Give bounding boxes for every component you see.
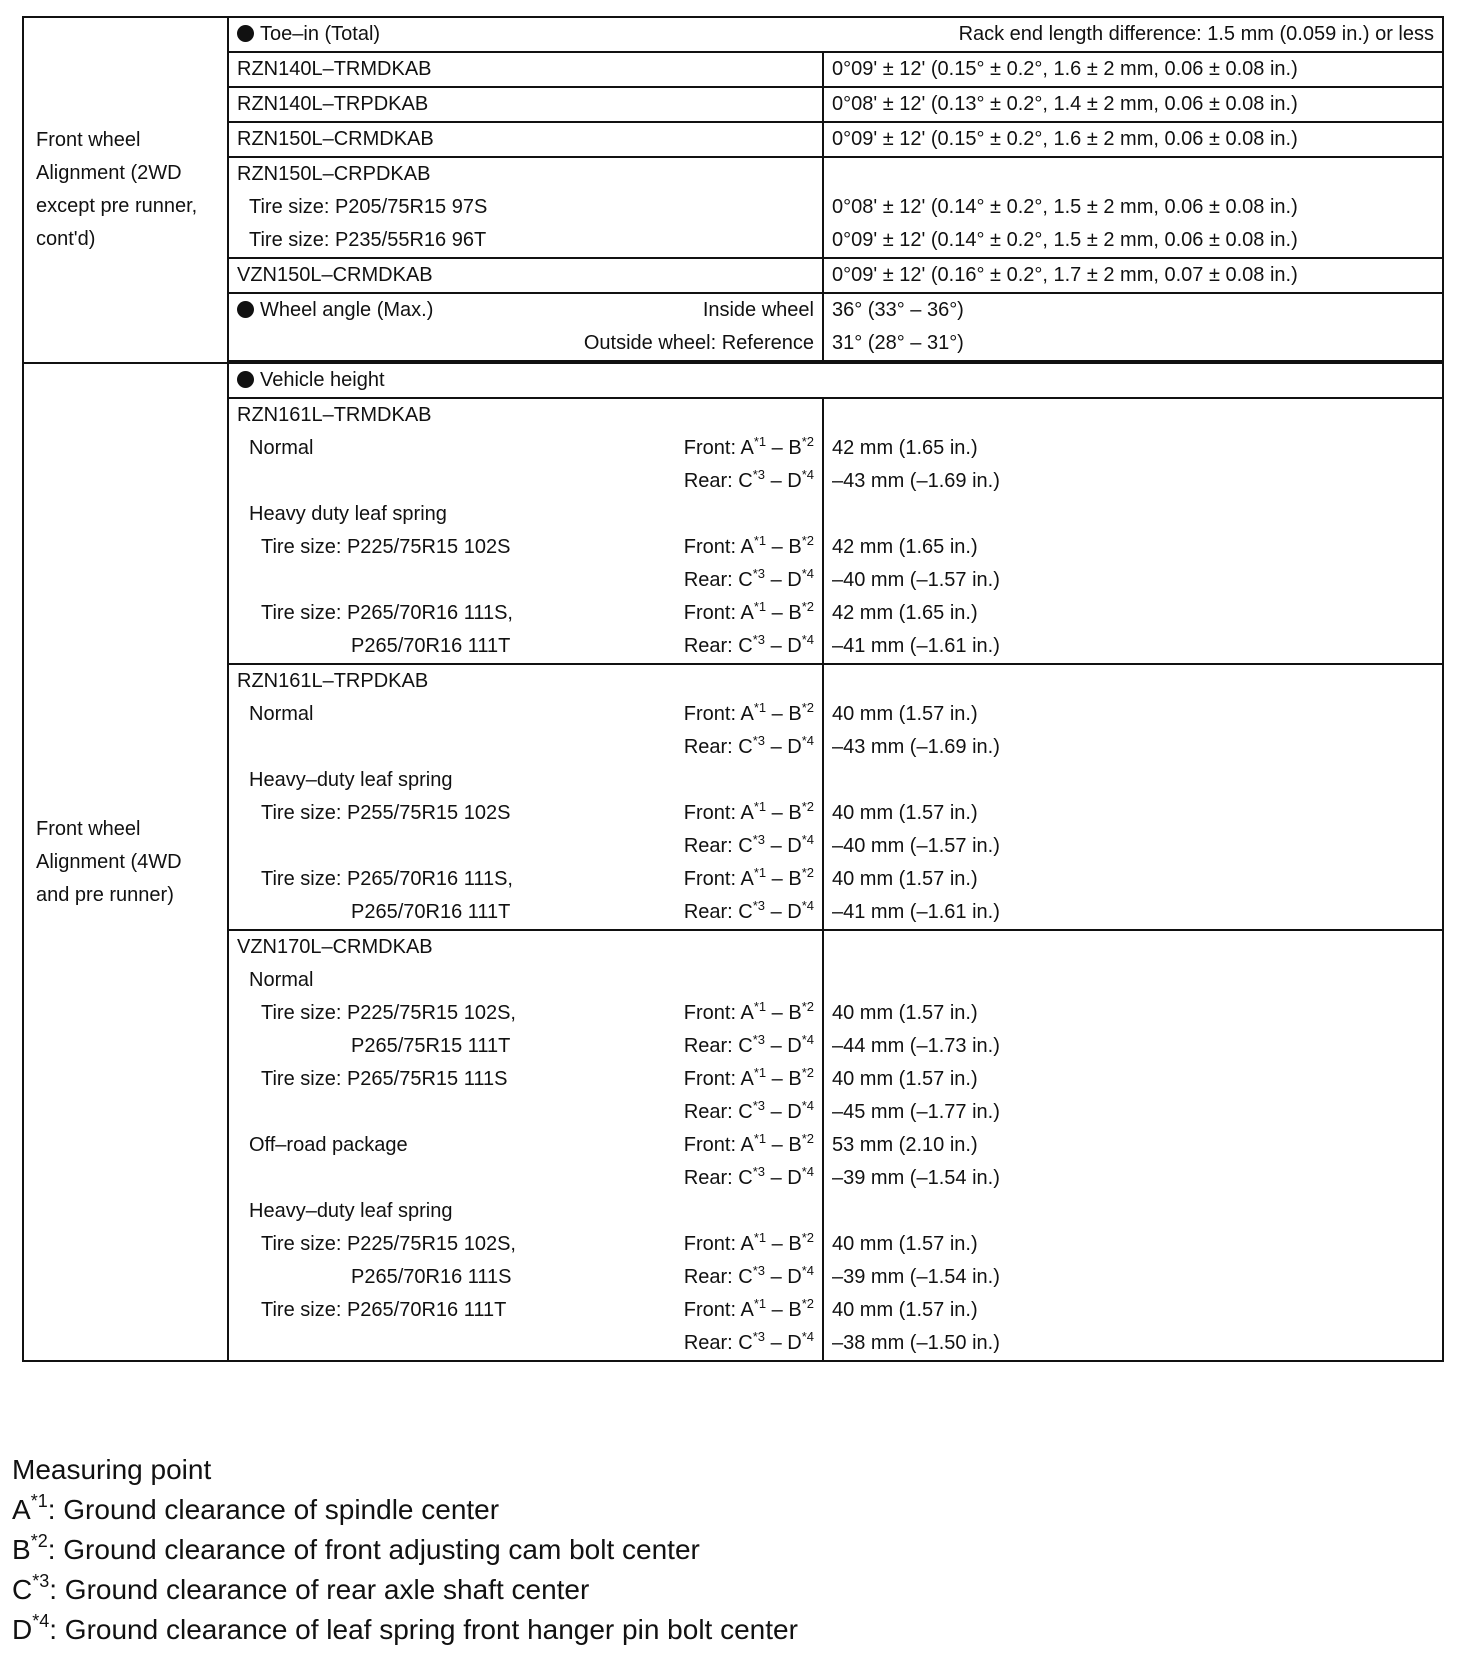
toe-in-value: 0°09' ± 12' (0.14° ± 0.2°, 1.5 ± 2 mm, 0.06 ± 0.08 in.) <box>832 229 1298 251</box>
tire-size: Tire size: P225/75R15 102S <box>261 536 511 558</box>
model-code: VZN150L–CRMDKAB <box>228 258 823 293</box>
toe-in-row <box>23 122 1443 157</box>
toe-in-row <box>23 87 1443 122</box>
height-value: 42 mm (1.65 in.) <box>832 437 978 459</box>
note-a: $A^{*1}$: Ground clearance of spindle center <box>12 1491 500 1525</box>
height-value: 40 mm (1.57 in.) <box>832 1233 978 1255</box>
height-value: –39 mm (–1.54 in.) <box>832 1266 1000 1288</box>
vehicle-height-group <box>23 398 1443 664</box>
outside-wheel-label: Outside wheel: Reference <box>583 332 814 354</box>
front-label: Front: $A^{*1} - B^{*2}$ <box>683 700 814 725</box>
front-label: Front: $A^{*1} - B^{*2}$ <box>683 799 814 824</box>
rear-label: Rear: $C^{*3} - D^{*4}$ <box>683 1263 814 1288</box>
bullet-icon <box>237 301 254 318</box>
height-value: –41 mm (–1.61 in.) <box>832 635 1000 657</box>
tire-size: P265/70R16 111T <box>351 635 511 657</box>
notes-title: Measuring point <box>12 1454 212 1485</box>
tire-size: Tire size: P235/55R16 96T <box>249 229 487 251</box>
toe-in-value: 0°08' ± 12' (0.13° ± 0.2°, 1.4 ± 2 mm, 0.06 ± 0.08 in.) <box>823 87 1443 122</box>
tire-size: P265/75R15 111T <box>351 1035 511 1057</box>
tire-size: Tire size: P205/75R15 97S <box>249 196 488 218</box>
rear-label: Rear: $C^{*3} - D^{*4}$ <box>683 832 814 857</box>
inside-wheel-value: 36° (33° – 36°) <box>832 299 964 321</box>
toe-in-value: 0°09' ± 12' (0.15° ± 0.2°, 1.6 ± 2 mm, 0.06 ± 0.08 in.) <box>823 52 1443 87</box>
vehicle-height-group <box>23 664 1443 930</box>
bullet-icon <box>237 371 254 388</box>
note-b: $B^{*2}$: Ground clearance of front adjusting cam bolt center <box>12 1531 700 1565</box>
outside-wheel-value: 31° (28° – 31°) <box>832 332 964 354</box>
toe-in-row <box>23 258 1443 293</box>
vehicle-height-title: Vehicle height <box>260 369 385 391</box>
front-label: Front: $A^{*1} - B^{*2}$ <box>683 865 814 890</box>
height-value: 40 mm (1.57 in.) <box>832 1002 978 1024</box>
tire-size: P265/70R16 111S <box>351 1266 512 1288</box>
tire-size: Tire size: P225/75R15 102S, <box>261 1233 516 1255</box>
rear-label: Rear: $C^{*3} - D^{*4}$ <box>683 467 814 492</box>
tire-size: P265/70R16 111T <box>351 901 511 923</box>
variant-label: Off–road package <box>249 1134 408 1156</box>
toe-in-value: 0°09' ± 12' (0.15° ± 0.2°, 1.6 ± 2 mm, 0.06 ± 0.08 in.) <box>823 122 1443 157</box>
tire-size: Tire size: P265/70R16 111T <box>261 1299 507 1321</box>
model-code: RZN140L–TRMDKAB <box>228 52 823 87</box>
section-2wd-label: Front wheel Alignment (2WD except pre runner, cont'd) <box>23 17 228 363</box>
toe-in-title: Toe–in (Total) <box>260 23 381 45</box>
rear-label: Rear: $C^{*3} - D^{*4}$ <box>683 566 814 591</box>
measuring-point-notes <box>12 1450 798 1650</box>
tire-size: Tire size: P255/75R15 102S <box>261 802 511 824</box>
variant-label: Normal <box>249 703 314 725</box>
height-value: –38 mm (–1.50 in.) <box>832 1332 1000 1354</box>
tire-size: Tire size: P265/70R16 111S, <box>261 602 513 624</box>
height-value: –44 mm (–1.73 in.) <box>832 1035 1000 1057</box>
height-value: 42 mm (1.65 in.) <box>832 536 978 558</box>
rear-label: Rear: $C^{*3} - D^{*4}$ <box>683 733 814 758</box>
toe-in-row <box>23 157 1443 258</box>
model-code: VZN170L–CRMDKAB <box>237 936 433 958</box>
tire-size: Tire size: P225/75R15 102S, <box>261 1002 516 1024</box>
front-label: Front: $A^{*1} - B^{*2}$ <box>683 434 814 459</box>
wheel-angle-row <box>23 293 1443 361</box>
height-value: –43 mm (–1.69 in.) <box>832 736 1000 758</box>
section-4wd-label: Front wheel Alignment (4WD and pre runner) <box>23 363 228 1361</box>
rear-label: Rear: $C^{*3} - D^{*4}$ <box>683 1329 814 1354</box>
front-label: Front: $A^{*1} - B^{*2}$ <box>683 1230 814 1255</box>
rear-label: Rear: $C^{*3} - D^{*4}$ <box>683 1164 814 1189</box>
height-value: 42 mm (1.65 in.) <box>832 602 978 624</box>
height-value: –40 mm (–1.57 in.) <box>832 835 1000 857</box>
height-value: –40 mm (–1.57 in.) <box>832 569 1000 591</box>
rear-label: Rear: $C^{*3} - D^{*4}$ <box>683 898 814 923</box>
toe-in-value: 0°09' ± 12' (0.16° ± 0.2°, 1.7 ± 2 mm, 0.07 ± 0.08 in.) <box>823 258 1443 293</box>
tire-size: Tire size: P265/75R15 111S <box>261 1068 508 1090</box>
height-value: –39 mm (–1.54 in.) <box>832 1167 1000 1189</box>
toe-in-header-row <box>23 17 1443 52</box>
toe-in-row <box>23 52 1443 87</box>
model-code: RZN150L–CRMDKAB <box>228 122 823 157</box>
tire-size: Tire size: P265/70R16 111S, <box>261 868 513 890</box>
vehicle-height-group <box>23 930 1443 1361</box>
bullet-icon <box>237 25 254 42</box>
note-c: $C^{*3}$: Ground clearance of rear axle shaft center <box>12 1571 590 1605</box>
variant-label: Normal <box>249 969 314 991</box>
rear-label: Rear: $C^{*3} - D^{*4}$ <box>683 1098 814 1123</box>
front-label: Front: $A^{*1} - B^{*2}$ <box>683 1131 814 1156</box>
front-label: Front: $A^{*1} - B^{*2}$ <box>683 999 814 1024</box>
wheel-angle-title: Wheel angle (Max.) <box>260 299 434 321</box>
model-code: RZN161L–TRMDKAB <box>237 404 432 426</box>
spec-table <box>22 16 1444 1362</box>
model-code: RZN140L–TRPDKAB <box>228 87 823 122</box>
model-code: RZN161L–TRPDKAB <box>237 670 429 692</box>
height-value: –41 mm (–1.61 in.) <box>832 901 1000 923</box>
vehicle-height-header-row <box>23 363 1443 398</box>
rear-label: Rear: $C^{*3} - D^{*4}$ <box>683 632 814 657</box>
rack-end-note: Rack end length difference: 1.5 mm (0.059 in.) or less <box>958 23 1434 45</box>
variant-label: Heavy duty leaf spring <box>249 503 447 525</box>
height-value: 40 mm (1.57 in.) <box>832 1068 978 1090</box>
rear-label: Rear: $C^{*3} - D^{*4}$ <box>683 1032 814 1057</box>
height-value: 40 mm (1.57 in.) <box>832 868 978 890</box>
model-code: RZN150L–CRPDKAB <box>237 163 431 185</box>
note-d: $D^{*4}$: Ground clearance of leaf spring front hanger pin bolt center <box>12 1611 798 1645</box>
height-value: –43 mm (–1.69 in.) <box>832 470 1000 492</box>
height-value: 40 mm (1.57 in.) <box>832 703 978 725</box>
variant-label: Heavy–duty leaf spring <box>249 1200 453 1222</box>
variant-label: Heavy–duty leaf spring <box>249 769 453 791</box>
front-label: Front: $A^{*1} - B^{*2}$ <box>683 533 814 558</box>
variant-label: Normal <box>249 437 314 459</box>
toe-in-value: 0°08' ± 12' (0.14° ± 0.2°, 1.5 ± 2 mm, 0.06 ± 0.08 in.) <box>832 196 1298 218</box>
height-value: 40 mm (1.57 in.) <box>832 802 978 824</box>
front-label: Front: $A^{*1} - B^{*2}$ <box>683 1296 814 1321</box>
height-value: –45 mm (–1.77 in.) <box>832 1101 1000 1123</box>
inside-wheel-label: Inside wheel <box>702 299 814 321</box>
height-value: 40 mm (1.57 in.) <box>832 1299 978 1321</box>
front-label: Front: $A^{*1} - B^{*2}$ <box>683 599 814 624</box>
height-value: 53 mm (2.10 in.) <box>832 1134 978 1156</box>
front-label: Front: $A^{*1} - B^{*2}$ <box>683 1065 814 1090</box>
